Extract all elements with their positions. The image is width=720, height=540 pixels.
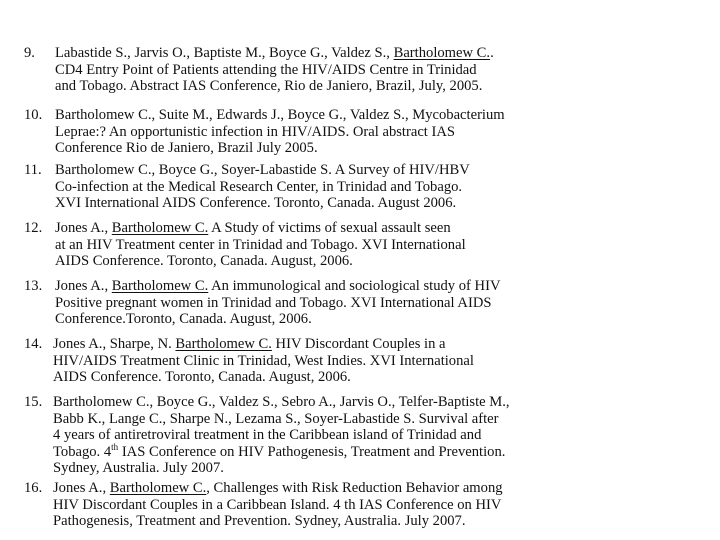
reference-number: 16. xyxy=(24,480,43,496)
reference-authors: Jones A., xyxy=(55,220,112,236)
reference-number: 10. xyxy=(24,107,43,123)
reference-line: Babb K., Lange C., Sharpe N., Lezama S., Soyer-Labastide S. Survival after xyxy=(53,410,499,427)
reference-item-13 xyxy=(24,278,714,328)
reference-text-fragment: A Study of victims of sexual assault seen xyxy=(208,220,451,236)
author-highlight: Bartholomew C. xyxy=(111,220,209,236)
reference-item-11 xyxy=(24,162,714,212)
reference-number: 11. xyxy=(24,162,42,178)
reference-line: Bartholomew C., Boyce G., Soyer-Labastide S. A Survey of HIV/HBV xyxy=(55,162,470,178)
reference-text-fragment: . xyxy=(490,45,494,61)
reference-text xyxy=(55,107,505,157)
reference-number: 14. xyxy=(24,336,43,352)
reference-line: Positive pregnant women in Trinidad and Tobago. XVI International AIDS xyxy=(55,294,492,311)
reference-line: Leprae:? An opportunistic infection in HIV/AIDS. Oral abstract IAS xyxy=(55,123,456,140)
reference-line xyxy=(55,278,501,295)
reference-item-14 xyxy=(24,336,714,386)
reference-authors: Jones A., xyxy=(53,480,110,496)
ordinal-superscript: th xyxy=(111,441,119,452)
reference-line xyxy=(55,45,494,62)
author-highlight: Bartholomew C. xyxy=(111,278,209,294)
reference-item-15 xyxy=(24,394,714,477)
reference-line: Bartholomew C., Boyce G., Valdez S., Sebro A., Jarvis O., Telfer-Baptiste M., xyxy=(53,394,510,410)
reference-line: XVI International AIDS Conference. Toronto, Canada. August 2006. xyxy=(55,195,457,212)
reference-text-fragment: , Challenges with Risk Reduction Behavior among xyxy=(206,480,503,496)
reference-line: Conference.Toronto, Canada. August, 2006. xyxy=(55,311,312,328)
author-highlight: Bartholomew C. xyxy=(175,336,272,352)
reference-line: Sydney, Australia. July 2007. xyxy=(53,460,224,477)
reference-line: AIDS Conference. Toronto, Canada. August, 2006. xyxy=(53,369,351,386)
reference-authors: Jones A., xyxy=(55,278,112,294)
reference-line xyxy=(55,220,466,237)
reference-text xyxy=(53,336,474,386)
reference-text-fragment: IAS Conference on HIV Pathogenesis, Treatment and Prevention. xyxy=(118,443,506,460)
reference-text xyxy=(53,394,510,477)
reference-number: 13. xyxy=(24,278,43,294)
reference-line: Co-infection at the Medical Research Center, in Trinidad and Tobago. xyxy=(55,178,463,195)
reference-item-10 xyxy=(24,107,714,157)
author-highlight: Bartholomew C. xyxy=(393,45,491,61)
reference-number: 9. xyxy=(24,45,35,61)
reference-line: HIV/AIDS Treatment Clinic in Trinidad, West Indies. XVI International xyxy=(53,352,474,369)
reference-line xyxy=(53,480,503,497)
reference-line: Conference Rio de Janiero, Brazil July 2005. xyxy=(55,140,318,157)
reference-number: 15. xyxy=(24,394,43,410)
reference-line: HIV Discordant Couples in a Caribbean Island. 4 th IAS Conference on HIV xyxy=(53,496,502,513)
author-highlight: Bartholomew C. xyxy=(109,480,207,496)
reference-line: at an HIV Treatment center in Trinidad and Tobago. XVI International xyxy=(55,236,466,253)
reference-text-fragment: An immunological and sociological study of HIV xyxy=(208,278,501,294)
reference-line: and Tobago. Abstract IAS Conference, Rio de Janiero, Brazil, July, 2005. xyxy=(55,78,483,95)
reference-text xyxy=(53,480,503,530)
reference-item-16 xyxy=(24,480,714,530)
reference-item-12 xyxy=(24,220,714,270)
reference-line xyxy=(53,441,510,461)
reference-line: 4 years of antiretroviral treatment in the Caribbean island of Trinidad and xyxy=(53,427,482,444)
reference-text xyxy=(55,162,470,212)
reference-line: Bartholomew C., Suite M., Edwards J., Boyce G., Valdez S., Mycobacterium xyxy=(55,107,505,123)
reference-item-9 xyxy=(24,45,714,95)
reference-number: 12. xyxy=(24,220,43,236)
reference-text xyxy=(55,278,501,328)
reference-text-fragment: HIV Discordant Couples in a xyxy=(271,336,446,352)
reference-line xyxy=(53,336,474,353)
reference-authors: Jones A., Sharpe, N. xyxy=(53,336,176,352)
reference-authors: Labastide S., Jarvis O., Baptiste M., Boyce G., Valdez S., xyxy=(55,45,394,61)
reference-text-fragment: Tobago. 4 xyxy=(53,443,112,460)
reference-text xyxy=(55,45,494,95)
reference-line: Pathogenesis, Treatment and Prevention. Sydney, Australia. July 2007. xyxy=(53,513,466,530)
reference-line: CD4 Entry Point of Patients attending the HIV/AIDS Centre in Trinidad xyxy=(55,61,477,78)
reference-line: AIDS Conference. Toronto, Canada. August, 2006. xyxy=(55,253,353,270)
reference-text xyxy=(55,220,466,270)
